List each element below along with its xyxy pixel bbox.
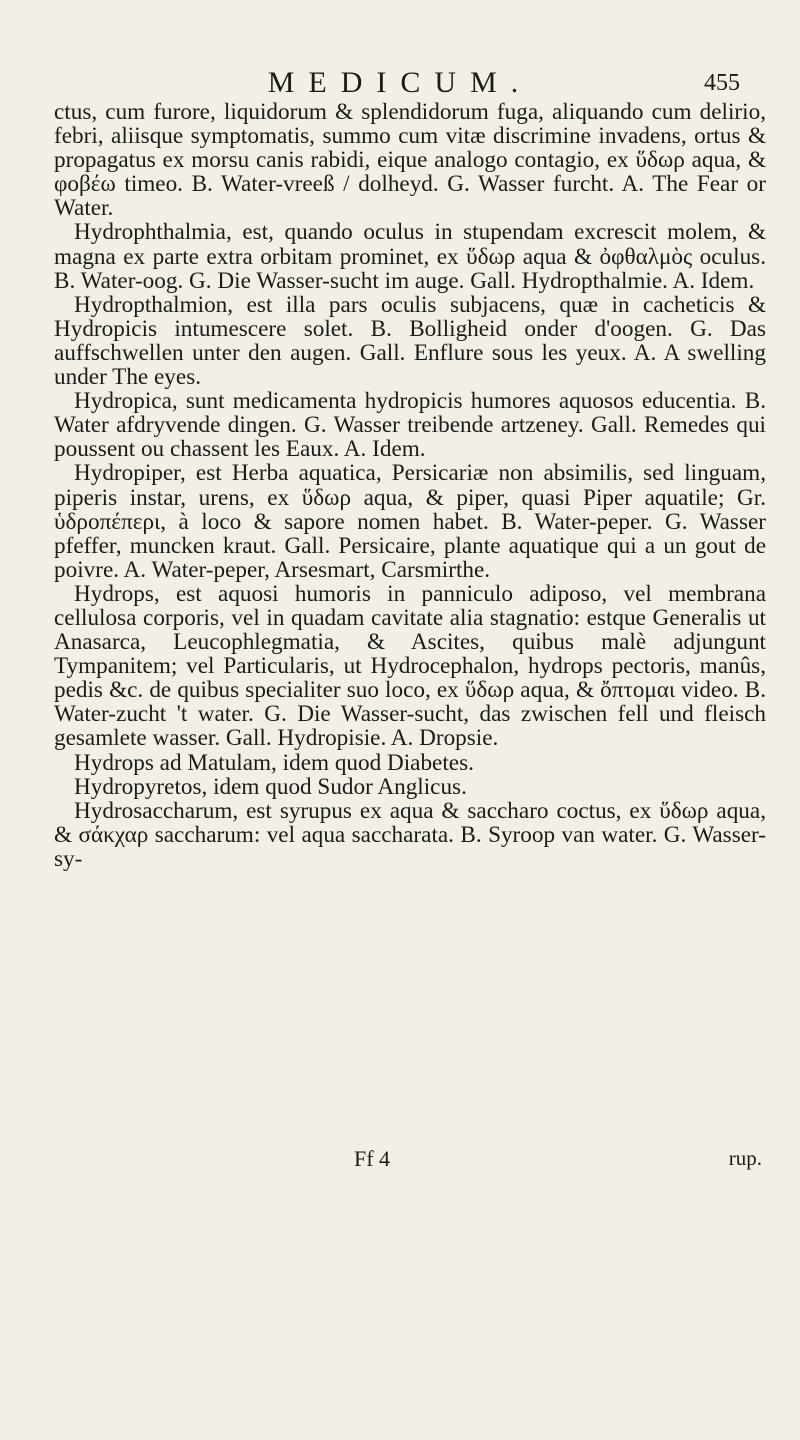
page-footer [54,1146,766,1176]
entry-hydropiper: Hydropiper, est Herba aquatica, Persicariæ non absimilis, sed linguam, piperis instar, urens, ex ὕδωρ aqua, & piper, quasi Piper aquatile; Gr. ὑδροπέπερι, à loco & sapore nomen habet. B. Water-peper. G. Wasser pfeffer, muncken kraut. Gall. Persicaire, plante aquatique qui a un gout de poivre. A. Water-peper, Arsesmart, Carsmirthe. [54,460,766,583]
running-title: MEDICUM. [267,66,533,99]
entry-hydropyretos: Hydropyretos, idem quod Sudor Anglicus. [74,773,467,800]
entry-hydrops: Hydrops, est aquosi humoris in panniculo adiposo, vel membrana cellulosa corporis, vel in quadam cavitate alia stagnatio: estque Generalis ut Anasarca, Leucophlegmatia, & Ascites, quibus malè adjungunt Tympanitem; vel Particularis, ut Hydrocephalon, hydrops pectoris, manûs, pedis &c. de quibus specialiter suo loco, ex ὕδωρ aqua, & ὄπτομαι video. B. Water-zucht 't water. G. Die Wasser-sucht, das zwischen fell und fleisch gesamlete wasser. Gall. Hydropisie. A. Dropsie. [54,580,766,752]
entry-hydrosaccharum: Hydrosaccharum, est syrupus ex aqua & saccharo coctus, ex ὕδωρ aqua, & σάκχαρ saccharum: vel aqua saccharata. B. Syroop van water. G. Wasser-sy- [54,797,766,872]
signature-mark: Ff 4 [354,1146,391,1171]
entry-hydropthalmion: Hydropthalmion, est illa pars oculis subjacens, quæ in cacheticis & Hydropicis intumescere solet. B. Bolligheid onder d'oogen. G. Das auffschwellen unter den augen. Gall. Enflure sous les yeux. A. A swelling under The eyes. [54,291,766,391]
body-text [54,100,766,871]
page-number: 455 [704,70,740,96]
entry-continuation-hydrophobia: ctus, cum furore, liquidorum & splendidorum fuga, aliquando cum delirio, febri, aliisque symptomatis, summo cum vitæ discrimine invadens, ortus & propagatus ex morsu canis rabidi, eique analogo contagio, ex ὕδωρ aqua, & φοβέω timeo. B. Water-vreeß / dolheyd. G. Wasser furcht. A. The Fear or Water. [54,99,766,222]
entry-hydrophthalmia: Hydrophthalmia, est, quando oculus in stupendam excrescit molem, & magna ex parte extra orbitam prominet, ex ὕδωρ aqua & ὀφθαλμὸς oculus. B. Water-oog. G. Die Wasser-sucht im auge. Gall. Hydropthalmie. A. Idem. [54,219,766,294]
catchword: rup. [728,1146,762,1170]
entry-hydropica: Hydropica, sunt medicamenta hydropicis humores aquosos educentia. B. Water afdryvende dingen. G. Wasser treibende artzeney. Gall. Remedes qui poussent ou chassent les Eaux. A. Idem. [54,388,766,463]
entry-hydrops-ad-matulam: Hydrops ad Matulam, idem quod Diabetes. [74,749,474,776]
